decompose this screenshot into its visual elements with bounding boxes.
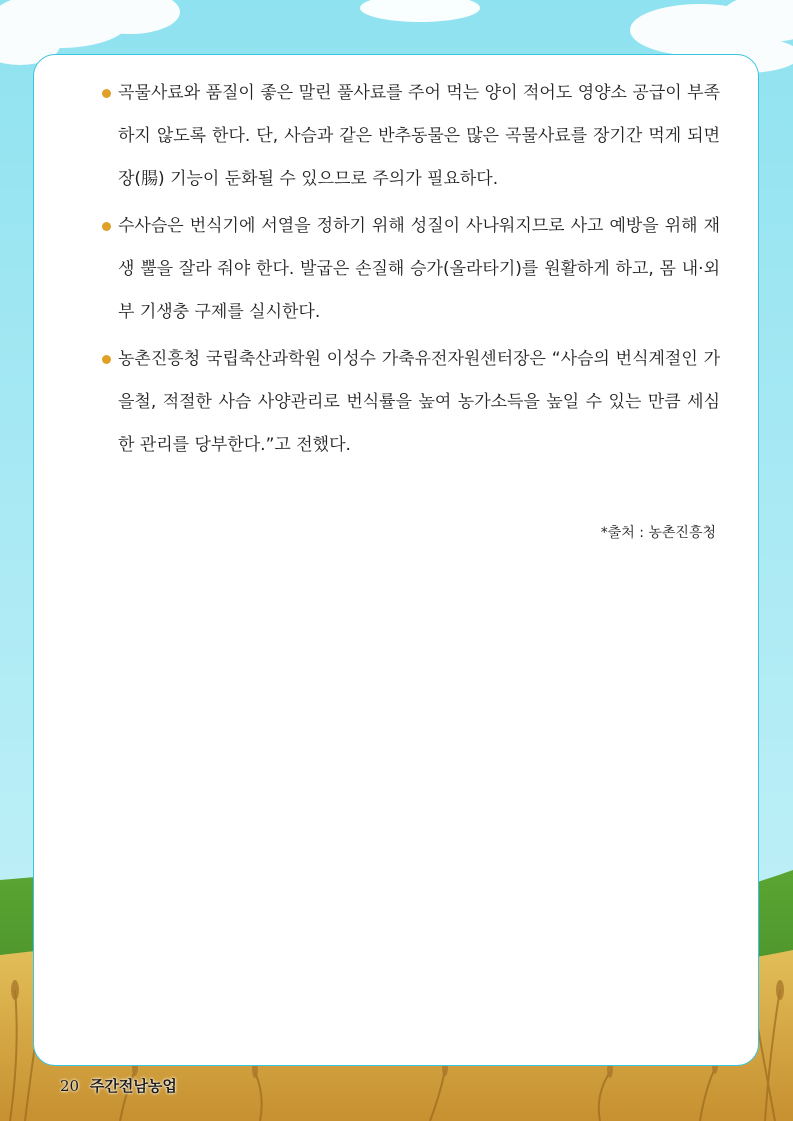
- bullet-text: 농촌진흥청 국립축산과학원 이성수 가축유전자원센터장은 “사슴의 번식계절인 가을철, 적절한 사슴 사양관리로 번식률을 높여 농가소득을 높일 수 있는 만큼 세심한 관리를 당부한다.”고 전했다.: [118, 349, 720, 455]
- list-item: [100, 338, 720, 467]
- magazine-title: 주간전남농업: [89, 1077, 177, 1095]
- bullet-icon: [102, 89, 111, 98]
- bullet-text: 수사슴은 번식기에 서열을 정하기 위해 성질이 사나워지므로 사고 예방을 위해 재생 뿔을 잘라 줘야 한다. 발굽은 손질해 승가(올라타기)를 원활하게 하고, 몸 내·외부 기생충 구제를 실시한다.: [118, 216, 720, 322]
- list-item: [100, 205, 720, 334]
- list-item: [100, 72, 720, 201]
- bullet-icon: [102, 355, 111, 364]
- page-number: 20: [60, 1077, 80, 1095]
- bullet-text: 곡물사료와 품질이 좋은 말린 풀사료를 주어 먹는 양이 적어도 영양소 공급이 부족하지 않도록 한다. 단, 사슴과 같은 반추동물은 많은 곡물사료를 장기간 먹게 되면 장(腸) 기능이 둔화될 수 있으므로 주의가 필요하다.: [118, 83, 720, 189]
- page-footer: [60, 1075, 177, 1096]
- source-note: *출처 : 농촌진흥청: [600, 525, 716, 541]
- bullet-icon: [102, 222, 111, 231]
- article-body: [100, 72, 720, 471]
